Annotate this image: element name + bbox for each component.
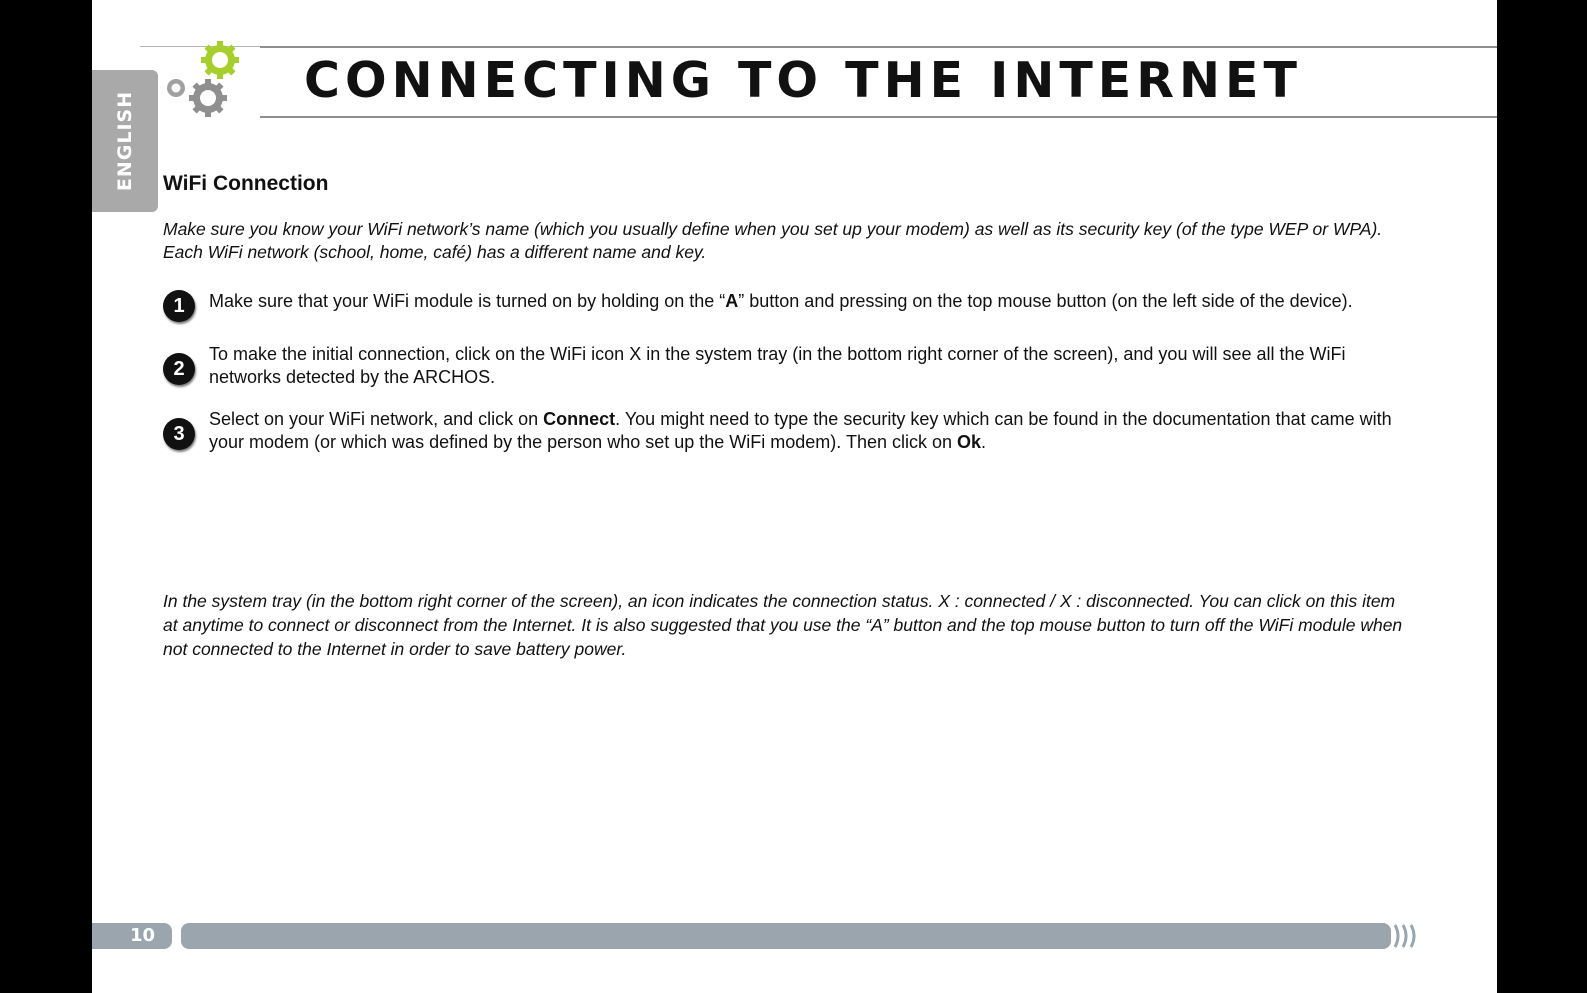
page-number-bar [92, 923, 172, 949]
step-text: To make the initial connection, click on the WiFi icon X in the system tray (in the bottom right corner of the screen), and you will see all the WiFi networks detected by the ARCHOS. [209, 344, 1346, 387]
top-rule [260, 46, 1497, 48]
page-title: CONNECTING TO THE INTERNET [304, 52, 1302, 109]
step-number: 1 [163, 290, 195, 322]
page-number: 10 [130, 925, 156, 946]
chevrons-right-icon [1392, 921, 1422, 951]
manual-page [92, 0, 1497, 993]
intro-paragraph: Make sure you know your WiFi network’s name (which you usually define when you set up your modem) as well as its security key (of the type WEP or WPA). Each WiFi network (school, home, café) has a different name and key. [163, 219, 1383, 262]
title-rule [260, 116, 1497, 118]
language-tab [92, 70, 158, 212]
step-number: 3 [163, 418, 195, 450]
section-heading: WiFi Connection [163, 172, 329, 195]
outro-paragraph: In the system tray (in the bottom right corner of the screen), an icon indicates the connection status. X : connected / X : disconnected. You can click on this item at anytime to connect or disconnect from the Internet. It is also suggested that you use the “A” button and the top mouse button to turn off the WiFi module when not connected to the Internet in order to save battery power. [163, 591, 1403, 659]
step-number: 2 [163, 353, 195, 385]
footer-bar [181, 923, 1391, 949]
step-text: Select on your WiFi network, and click on Connect. You might need to type the security key which can be found in the documentation that came with your modem (or which was defined by the person who set up the WiFi modem). Then click on Ok. [209, 409, 1392, 452]
language-tab-label: ENGLISH [114, 90, 136, 192]
gears-icon [158, 36, 248, 126]
step-text: Make sure that your WiFi module is turned on by holding on the “A” button and pressing on the top mouse button (on the left side of the device). [209, 291, 1353, 311]
